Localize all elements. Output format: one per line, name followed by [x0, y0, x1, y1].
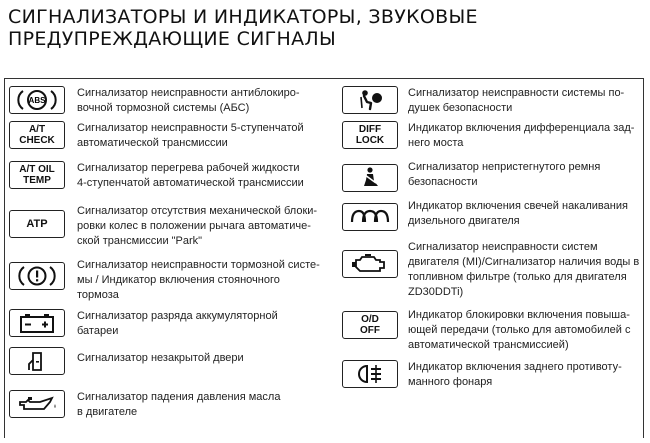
airbag-icon [342, 86, 398, 114]
seatbelt-description: Сигнализатор непристегнутого ремня безопасности [408, 161, 601, 188]
abs-icon-label: ABS [28, 96, 46, 105]
oil-pressure-icon [9, 390, 65, 418]
oil-pressure-description: Сигнализатор падения давления масла в двигателе [77, 391, 281, 418]
door-open-description: Сигнализатор незакрытой двери [77, 352, 244, 364]
diff-lock-icon-line-1: DIFF [358, 124, 382, 135]
at-check-description: Сигнализатор неисправности 5-ступенчатой автоматической трансмиссии [77, 122, 304, 149]
od-off-description: Индикатор блокировки включения повыша- ющей передачи (только для автомобилей с автоматической трансмиссией) [408, 309, 631, 351]
battery-description: Сигнализатор разряда аккумуляторной батареи [77, 310, 278, 337]
diff-lock-icon [342, 121, 398, 149]
page-title [8, 6, 628, 50]
od-off-icon [342, 311, 398, 339]
brake-icon [9, 262, 65, 290]
page-title-line-2: ПРЕДУПРЕЖДАЮЩИЕ СИГНАЛЫ [8, 28, 337, 50]
abs-description: Сигнализатор неисправности антиблокиро- вочной тормозной системы (АБС) [77, 87, 300, 114]
glow-plug-description: Индикатор включения свечей накаливания дизельного двигателя [408, 200, 628, 227]
engine-description: Сигнализатор неисправности систем двигателя (MI)/Сигнализатор наличия воды в топливном фильтре (только для двигателя ZD30DDTi) [408, 241, 640, 298]
od-off-icon-line-2: OFF [360, 325, 380, 336]
od-off-icon-line-1: O/D [361, 314, 379, 325]
seatbelt-icon [342, 164, 398, 192]
airbag-description: Сигнализатор неисправности системы по- душек безопасности [408, 87, 625, 114]
page-title-line-1: СИГНАЛИЗАТОРЫ И ИНДИКАТОРЫ, ЗВУКОВЫЕ [8, 6, 478, 28]
diff-lock-icon-line-2: LOCK [355, 135, 385, 146]
diff-lock-description: Индикатор включения дифференциала зад- него моста [408, 122, 635, 149]
brake-description: Сигнализатор неисправности тормозной систе- мы / Индикатор включения стояночного тормоза [77, 259, 320, 301]
abs-icon [9, 86, 65, 114]
at-check-icon [9, 121, 65, 149]
at-oil-temp-icon-line-2: TEMP [23, 175, 51, 186]
atp-icon [9, 210, 65, 238]
rear-fog-icon [342, 360, 398, 388]
battery-icon [9, 309, 65, 337]
at-check-icon-line-2: CHECK [19, 135, 55, 146]
at-check-icon-line-1: A/T [28, 124, 46, 135]
door-open-icon [9, 347, 65, 375]
glow-plug-icon [342, 203, 398, 231]
rear-fog-description: Индикатор включения заднего противоту- манного фонаря [408, 361, 622, 388]
indicator-table [4, 78, 644, 438]
atp-description: Сигнализатор отсутствия механической блоки- ровки колес в положении рычага автоматиче- ской трансмиссии "Park" [77, 205, 318, 247]
at-oil-temp-icon [9, 161, 65, 189]
atp-icon-label: ATP [26, 217, 48, 230]
at-oil-temp-description: Сигнализатор перегрева рабочей жидкости 4-ступенчатой автоматической трансмиссии [77, 162, 304, 189]
at-oil-temp-icon-line-1: A/T OIL [19, 164, 55, 175]
engine-icon [342, 250, 398, 278]
